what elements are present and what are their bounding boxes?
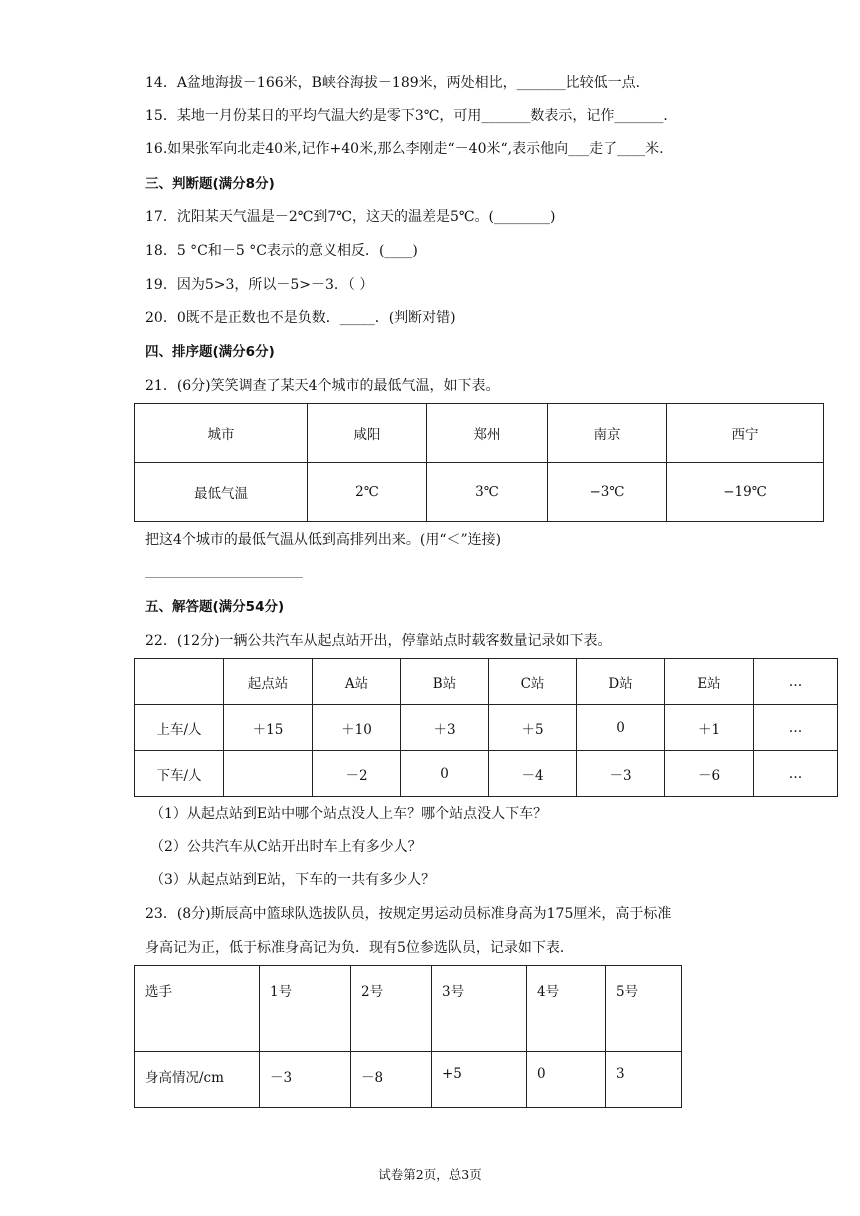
table-cell: +5 bbox=[432, 1052, 527, 1108]
table-cell: ＋15 bbox=[224, 705, 313, 751]
table-cell: 5号 bbox=[606, 966, 682, 1052]
page-footer: 试卷第2页，总3页 bbox=[378, 1167, 482, 1182]
table-cell: 4号 bbox=[527, 966, 606, 1052]
question-19: 19．因为5>3，所以－5>－3．（ ） bbox=[145, 277, 374, 293]
table-row bbox=[135, 1052, 682, 1108]
player-height-table bbox=[134, 965, 682, 1108]
table-row bbox=[135, 966, 682, 1052]
table-cell: 起点站 bbox=[224, 659, 313, 705]
table-cell: −3℃ bbox=[548, 463, 667, 522]
table-cell: 0 bbox=[577, 705, 665, 751]
table-cell bbox=[224, 751, 313, 797]
table-row bbox=[135, 751, 838, 797]
table-row bbox=[135, 463, 824, 522]
question-21-instruction: 把这4个城市的最低气温从低到高排列出来。(用“＜”连接) bbox=[145, 532, 502, 548]
table-cell: E站 bbox=[665, 659, 754, 705]
table-cell: 城市 bbox=[135, 404, 308, 463]
table-cell: 2号 bbox=[351, 966, 432, 1052]
table-cell: 郑州 bbox=[427, 404, 548, 463]
table-cell: 南京 bbox=[548, 404, 667, 463]
table-cell: 下车/人 bbox=[135, 751, 224, 797]
question-23-line-2: 身高记为正，低于标准身高记为负．现有5位参选队员，记录如下表． bbox=[145, 940, 574, 956]
table-cell: 1号 bbox=[260, 966, 351, 1052]
table-cell: ＋1 bbox=[665, 705, 754, 751]
table-cell: ＋10 bbox=[313, 705, 401, 751]
bus-passenger-table bbox=[134, 658, 838, 797]
section-4-heading: 四、排序题(满分6分) bbox=[145, 344, 275, 360]
table-cell: D站 bbox=[577, 659, 665, 705]
table-cell: … bbox=[754, 705, 838, 751]
table-cell: 0 bbox=[527, 1052, 606, 1108]
section-5-heading: 五、解答题(满分54分) bbox=[145, 599, 285, 615]
question-16: 16.如果张军向北走40米,记作+40米,那么李刚走“－40米“,表示他向___走了____米. bbox=[145, 141, 664, 157]
question-21: 21．(6分)笑笑调查了某天4个城市的最低气温，如下表。 bbox=[145, 378, 500, 394]
question-22-part-2: （2）公共汽车从C站开出时车上有多少人？ bbox=[150, 839, 422, 855]
table-cell: ＋5 bbox=[489, 705, 577, 751]
section-3-heading: 三、判断题(满分8分) bbox=[145, 176, 275, 192]
table-row bbox=[135, 705, 838, 751]
table-cell bbox=[135, 659, 224, 705]
table-cell: 西宁 bbox=[667, 404, 824, 463]
question-17: 17．沈阳某天气温是－2℃到7℃，这天的温差是5℃。(________) bbox=[145, 209, 556, 225]
table-cell: 选手 bbox=[135, 966, 260, 1052]
table-cell: 最低气温 bbox=[135, 463, 308, 522]
table-cell: －2 bbox=[313, 751, 401, 797]
table-cell: ＋3 bbox=[401, 705, 489, 751]
table-cell: … bbox=[754, 751, 838, 797]
table-cell: 3 bbox=[606, 1052, 682, 1108]
table-cell: 0 bbox=[401, 751, 489, 797]
question-22: 22．(12分)一辆公共汽车从起点站开出，停靠站点时载客数量记录如下表。 bbox=[145, 633, 612, 649]
question-23-line-1: 23．(8分)斯辰高中篮球队选拔队员，按规定男运动员标准身高为175厘米，高于标准 bbox=[145, 906, 672, 922]
table-cell: －4 bbox=[489, 751, 577, 797]
table-cell: A站 bbox=[313, 659, 401, 705]
table-cell: 3号 bbox=[432, 966, 527, 1052]
table-cell: B站 bbox=[401, 659, 489, 705]
table-row bbox=[135, 659, 838, 705]
table-cell: 咸阳 bbox=[308, 404, 427, 463]
table-cell: 2℃ bbox=[308, 463, 427, 522]
question-22-part-3: （3）从起点站到E站，下车的一共有多少人？ bbox=[150, 872, 436, 888]
question-15: 15．某地一月份某日的平均气温大约是零下3℃，可用_______数表示，记作_______． bbox=[145, 108, 678, 124]
table-row bbox=[135, 404, 824, 463]
table-cell: C站 bbox=[489, 659, 577, 705]
table-cell: −19℃ bbox=[667, 463, 824, 522]
question-20: 20．0既不是正数也不是负数．_____．(判断对错) bbox=[145, 310, 456, 326]
question-18: 18．5 °C和－5 °C表示的意义相反．(____) bbox=[145, 243, 418, 259]
table-cell: －3 bbox=[577, 751, 665, 797]
question-22-part-1: （1）从起点站到E站中哪个站点没人上车？哪个站点没人下车？ bbox=[150, 806, 548, 822]
table-cell: －3 bbox=[260, 1052, 351, 1108]
answer-line bbox=[145, 577, 303, 578]
table-cell: －8 bbox=[351, 1052, 432, 1108]
table-cell: 身高情况/cm bbox=[135, 1052, 260, 1108]
question-14: 14．A盆地海拔－166米，B峡谷海拔－189米，两处相比，_______比较低一点． bbox=[145, 75, 650, 91]
table-cell: 3℃ bbox=[427, 463, 548, 522]
city-temperature-table bbox=[134, 403, 824, 522]
table-cell: 上车/人 bbox=[135, 705, 224, 751]
table-cell: … bbox=[754, 659, 838, 705]
table-cell: －6 bbox=[665, 751, 754, 797]
